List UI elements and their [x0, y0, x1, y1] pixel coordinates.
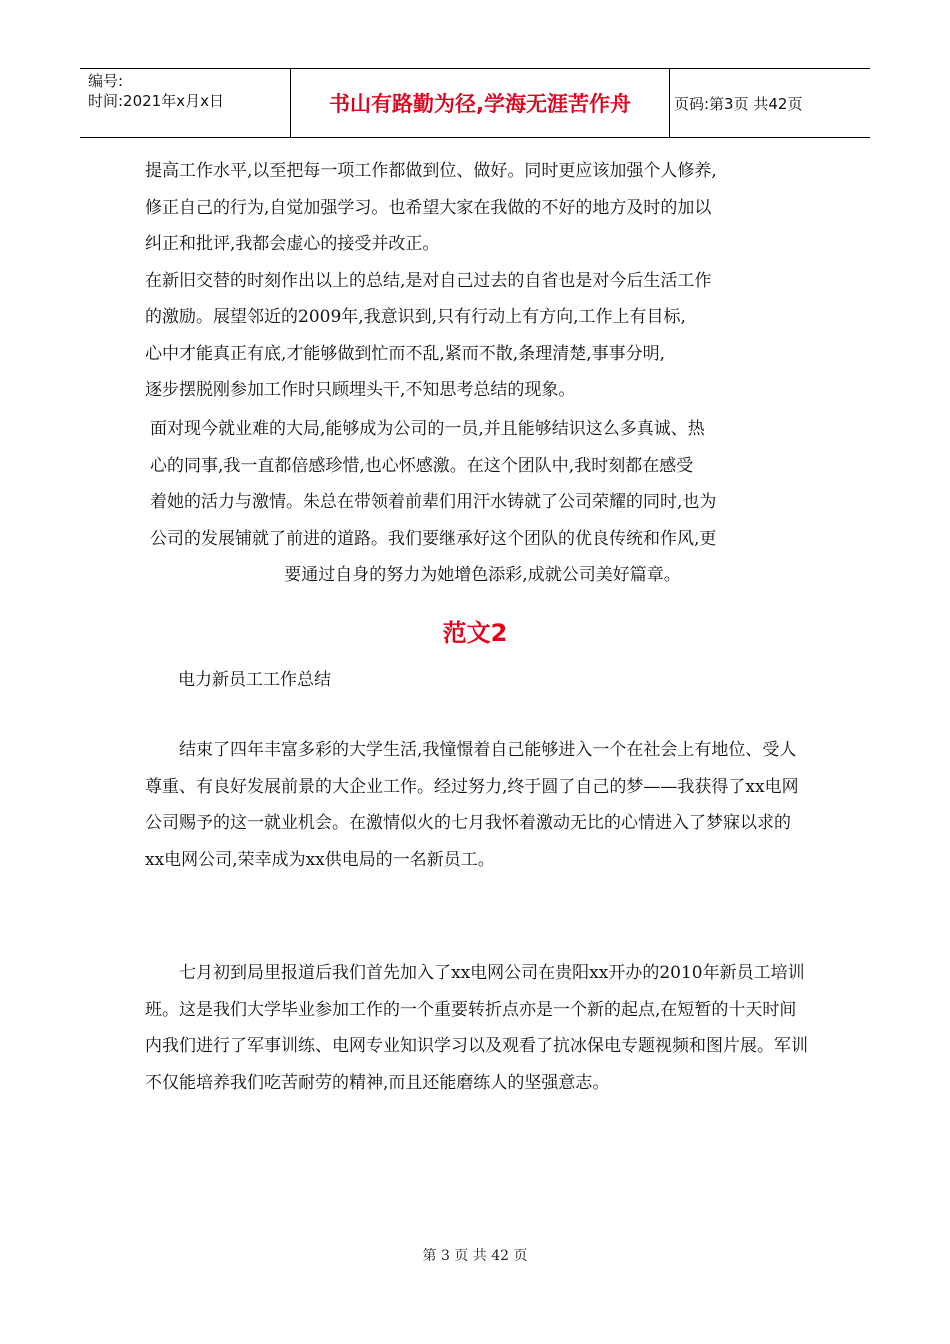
header-meta: [80, 69, 291, 137]
text-line: 修正自己的行为,自觉加强学习。也希望大家在我做的不好的地方及时的加以: [145, 197, 712, 218]
text-line: 在新旧交替的时刻作出以上的总结,是对自己过去的自省也是对今后生活工作: [145, 270, 712, 291]
number-label: 编号:: [88, 72, 124, 90]
page-footer: 第 3 页 共 42 页: [422, 1248, 528, 1264]
text-line: 要通过自身的努力为她增色添彩,成就公司美好篇章。: [284, 565, 681, 585]
text-line: 提高工作水平,以至把每一项工作都做到位、做好。同时更应该加强个人修养,: [145, 161, 717, 181]
paragraph-text: 结束了四年丰富多彩的大学生活,我憧憬着自己能够进入一个在社会上有地位、受人尊重、有良好发展前景的大企业工作。经过努力,终于圆了自己的梦——我获得了xx电网公司赐予的这一就业机会。在激情似火的七月我怀着激动无比的心情进入了梦寐以求的xx电网公司,荣幸成为xx供电局的一名新员工。: [145, 740, 799, 870]
text-line: 纠正和批评,我都会虚心的接受并改正。: [145, 234, 440, 254]
header-table: [80, 68, 870, 138]
text-line: 的激励。展望邻近的2009年,我意识到,只有行动上有方向,工作上有目标,: [145, 307, 686, 327]
header-motto: 书山有路勤为径,学海无涯苦作舟: [291, 69, 670, 137]
time-label: 时间:2021年x月x日: [88, 92, 224, 110]
text-line: 公司的发展铺就了前进的道路。我们要继承好这个团队的优良传统和作风,更: [150, 528, 717, 549]
text-line: 心的同事,我一直都倍感珍惜,也心怀感激。在这个团队中,我时刻都在感受: [150, 455, 694, 476]
text-line: 逐步摆脱刚参加工作时只顾埋头干,不知思考总结的现象。: [145, 380, 576, 400]
paragraph-text: 七月初到局里报道后我们首先加入了xx电网公司在贵阳xx开办的2010年新员工培训班。这是我们大学毕业参加工作的一个重要转折点亦是一个新的起点,在短暂的十天时间内我们进行了军事训练、电网专业知识学习以及观看了抗冰保电专题视频和图片展。军训不仅能培养我们吃苦耐劳的精神,而且还能磨练人的坚强意志。: [145, 963, 808, 1093]
section1-block: [145, 153, 810, 409]
paragraph-1: [145, 732, 810, 878]
text-line: 面对现今就业难的大局,能够成为公司的一员,并且能够结识这么多真诚、热: [150, 419, 705, 439]
article-subtitle: 电力新员工工作总结: [178, 670, 331, 690]
text-line: 心中才能真正有底,才能够做到忙而不乱,紧而不散,条理清楚,事事分明,: [145, 343, 666, 364]
text-line: 着她的活力与激情。朱总在带领着前辈们用汗水铸就了公司荣耀的同时,也为: [150, 492, 717, 512]
section-heading: 范文2: [442, 619, 508, 647]
header-page-info: 页码:第3页 共42页: [674, 94, 803, 113]
paragraph-2: [145, 955, 810, 1101]
section1-block2: [145, 411, 815, 594]
